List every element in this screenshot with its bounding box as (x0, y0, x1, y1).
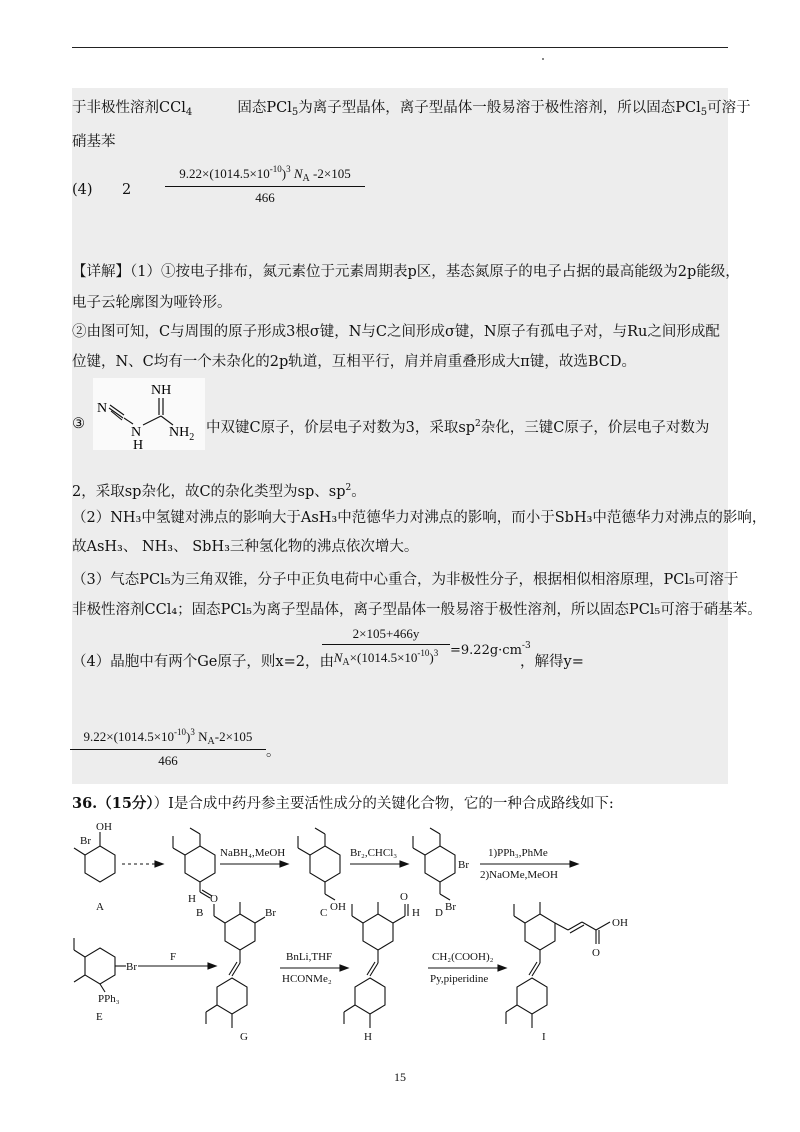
amine-h-label: H (133, 438, 144, 450)
reagent-3b: 2)NaOMe,MeOH (480, 869, 558, 881)
label-br-e: Br (126, 961, 137, 973)
label-d: D (435, 907, 443, 919)
q4-value: 2 (122, 182, 132, 198)
answer-line-2: 硝基苯 (72, 134, 116, 150)
nitrile-n-label: N (97, 401, 108, 416)
label-br-d: Br (445, 901, 456, 913)
explanation-p6: 2，采取sp杂化，故C的杂化类型为sp、$sp^2$。 (72, 483, 366, 500)
label-h: H (364, 1031, 372, 1043)
compound-b-ring (185, 846, 215, 882)
label-e: E (96, 1011, 103, 1023)
q4-fraction: $\frac{9.22\times(1014.5\times 10^{-10})^3 N_A -2\times 105}{466}$ (165, 164, 365, 206)
y-fraction: $\frac{9.22\times(1014.5\times 10^{-10})^3 N_A-2\times 105}{466}$ (70, 727, 266, 769)
label-b: B (196, 907, 204, 919)
y-fraction-end: 。 (266, 744, 281, 760)
question-36: 36.（15分））I是合成中药丹参主要活性成分的关键化合物，它的一种合成路线如下: (72, 795, 614, 812)
explanation-p4: 位键，N、C均有一个未杂化的2p轨道，互相平行，肩并肩重叠形成大π键，故选BCD。 (72, 354, 636, 370)
reagent-3a: 1)PPh₃,PhMe (488, 847, 548, 859)
label-o-ald-b: O (210, 893, 218, 905)
cyanoguanidine-structure (93, 378, 205, 450)
label-oh-c: OH (330, 901, 346, 913)
amine-n-label: N (131, 425, 142, 440)
label-o-ald-h: O (400, 891, 408, 903)
label-g: G (240, 1031, 248, 1043)
label-o-acid: O (592, 947, 600, 959)
label-c: C (320, 907, 328, 919)
label-oh-a: OH (96, 821, 112, 833)
explanation-p3: ②由图可知，C与周围的原子形成3根σ键，N与C之间形成σ键，N原子有孤电子对，与Ru之间形成配 (72, 324, 720, 340)
label-h-ald-h: H (412, 907, 420, 919)
explanation-p11-end: ，解得y= (520, 654, 584, 670)
label-i: I (542, 1031, 546, 1043)
q4-label: (4) (72, 182, 93, 198)
compound-g-ring-bottom (217, 978, 247, 1014)
explanation-p1: 【详解】（1）①按电子排布，氮元素位于元素周期表p区，基态氮原子的电子占据的最高能级为2p能级， (72, 264, 740, 280)
density-equation: $\frac{2\times 105+466y}{N_A\times(1014.5\times 10^{-10})^3}$ (322, 626, 450, 668)
compound-c-ring (310, 846, 340, 882)
label-a: A (96, 901, 104, 913)
label-pph3-e: PPh₃ (98, 993, 120, 1005)
compound-i-ring-top (525, 914, 555, 950)
density-rhs: $=9.22g\cdot cm^{-3}$ (450, 641, 531, 658)
label-h-ald-b: H (188, 893, 196, 905)
reagent-4: F (170, 951, 177, 963)
compound-e-ring (85, 948, 115, 984)
reagent-6a: CH₂(COOH)₂ (432, 951, 494, 963)
reagent-5b: HCONMe₂ (282, 973, 332, 985)
explanation-p5: 中双键C原子，价层电子对数为3，采取$sp^2$杂化，三键C原子，价层电子对数为 (206, 419, 710, 436)
synthesis-scheme (60, 818, 740, 1058)
label-oh-acid: OH (612, 917, 628, 929)
explanation-p9: （3）气态PCl₅为三角双锥，分子中正负电荷中心重合，为非极性分子，根据相似相溶原理，PCl₅可溶于 (72, 572, 739, 588)
reagent-1: NaBH₄,MeOH (220, 847, 286, 859)
explanation-p7: （2）NH₃中氢键对沸点的影响大于AsH₃中范德华力对沸点的影响，而小于SbH₃中范德华力对沸点的影响， (72, 510, 767, 526)
compound-d-ring (425, 846, 455, 882)
explanation-p2: 电子云轮廓图为哑铃形。 (72, 295, 232, 311)
imine-nh-label: NH (151, 383, 172, 398)
explanation-p11: （4）晶胞中有两个Ge原子，则x=2，由 (72, 654, 334, 670)
explanation-p10: 非极性溶剂CCl₄；固态PCl₅为离子型晶体，离子型晶体一般易溶于极性溶剂，所以固态PCl₅可溶于硝基苯。 (72, 602, 762, 618)
answer-line-1: 于非极性溶剂CCl$_4$ 固态PCl$_5$为离子型晶体，离子型晶体一般易溶于极性溶剂，所以固态PCl$_5$可溶于 (72, 100, 751, 118)
page-number: 15 (394, 1070, 406, 1084)
label-br-d2: Br (458, 859, 469, 871)
compound-h-ring-bottom (355, 978, 385, 1014)
reagent-2: Br₂,CHCl₃ (350, 847, 398, 859)
amino-label: $NH_2$ (169, 425, 195, 443)
label-br-a: Br (80, 835, 91, 847)
reagent-5a: BnLi,THF (286, 951, 333, 963)
label-br-g: Br (265, 907, 276, 919)
compound-h-ring-top (363, 914, 393, 950)
header-dot (542, 58, 544, 60)
header-rule (72, 47, 728, 48)
compound-a-ring (85, 846, 115, 882)
explanation-p5-label: ③ (72, 416, 85, 432)
compound-i-ring-bottom (517, 978, 547, 1014)
compound-g-ring-top (225, 914, 255, 950)
explanation-p8: 故AsH₃、 NH₃、 SbH₃三种氢化物的沸点依次增大。 (72, 539, 419, 555)
reagent-6b: Py,piperidine (430, 973, 489, 985)
